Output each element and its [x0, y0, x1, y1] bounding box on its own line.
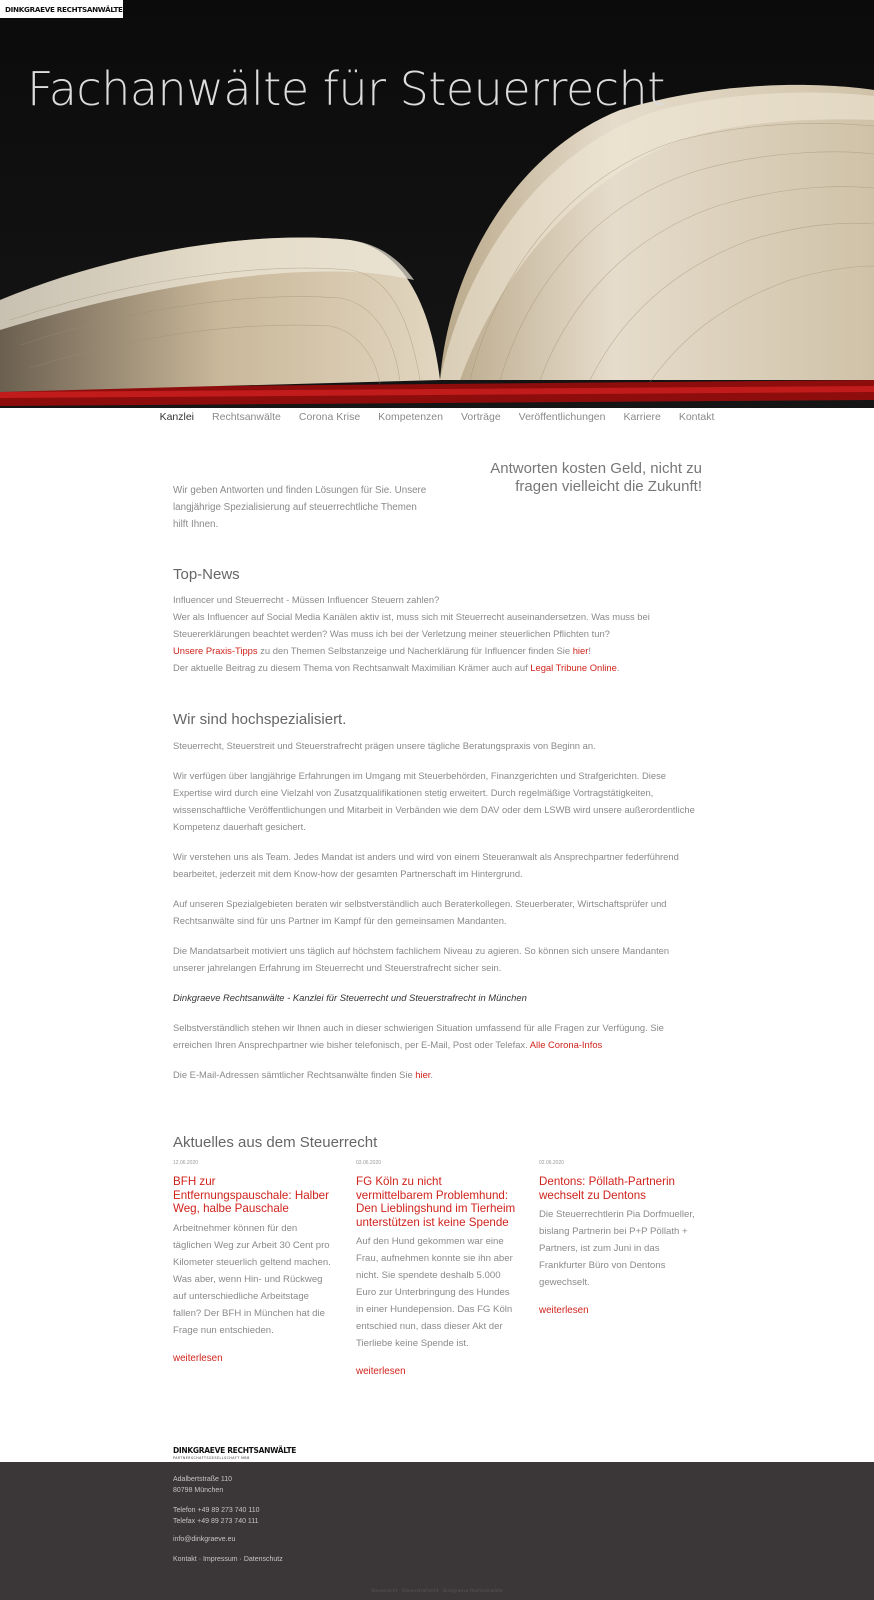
- top-news-body: [173, 591, 701, 676]
- nav-item-vortraege[interactable]: Vorträge: [460, 411, 501, 423]
- read-more-link[interactable]: weiterlesen: [539, 1305, 589, 1316]
- footer-bottom-text: Steuerrecht · Steuerstrafrecht · Dinkgraeve Rechtsanwälte: [371, 1589, 503, 1594]
- nav-item-corona-krise[interactable]: Corona Krise: [298, 411, 361, 423]
- footer-link-datenschutz[interactable]: Datenschutz: [243, 1556, 283, 1563]
- punctuation: !: [588, 645, 591, 656]
- article-title-link[interactable]: BFH zur Entfernungspauschale: Halber Weg, halbe Pauschale: [173, 1175, 329, 1215]
- footer-separator: ·: [237, 1556, 244, 1563]
- nav-item-karriere[interactable]: Karriere: [623, 411, 661, 423]
- article-date: 02.06.2020: [539, 1160, 565, 1166]
- footer-separator: ·: [196, 1556, 203, 1563]
- footer-email[interactable]: info@dinkgraeve.eu: [173, 1536, 236, 1543]
- article-teaser: Die Steuerrechtlerin Pia Dorfmueller, bislang Partnerin bei P+P Pöllath + Partners, ist zum Juni in das Frankfurter Büro von Dentons gewechselt.: [539, 1209, 695, 1288]
- corona-text: Selbstverständlich stehen wir Ihnen auch in dieser schwierigen Situation umfassend für alle Fragen zur Verfügung. Sie erreichen Ihren Ansprechpartner wie bisher telefonisch, per E-Mail, Post oder Telefax.: [173, 1022, 664, 1050]
- specialized-p4: Auf unseren Spezialgebieten beraten wir selbstverständlich auch Beraterkollegen. Steuerberater, Wirtschaftsprüfer und Rechtsanwälte sind für uns Partner im Kampf für den gemeinsamen Mandanten.: [173, 898, 667, 926]
- specialized-p2: Wir verfügen über langjährige Erfahrungen im Umgang mit Steuerbehörden, Finanzgerichten und Strafgerichten. Diese Expertise wird durch eine Vielzahl von Zusatzqualifikationen stetig erweitert. Durch regelmäßige Vortragstätigkeiten, wissenschaftliche Veröffentlichungen und Mitarbeit in Verbänden wie dem DAV oder dem LSWB wird unsere außerordentliche Kompetenz dauerhaft gesichert.: [173, 770, 695, 832]
- nav-item-kompetenzen[interactable]: Kompetenzen: [378, 411, 443, 423]
- read-more-link[interactable]: weiterlesen: [356, 1366, 406, 1377]
- top-news-line2: Wer als Influencer auf Social Media Kanälen aktiv ist, muss sich mit Steuerrecht auseinandersetzen. Was muss bei Steuererklärungen beachtet werden? Was muss ich bei der Verletzung meiner steuerlichen Pflichten tun?: [173, 611, 650, 639]
- footer-link-impressum[interactable]: Impressum: [202, 1556, 238, 1563]
- site-logo[interactable]: [0, 0, 123, 18]
- email-text: Die E-Mail-Adressen sämtlicher Rechtsanwälte finden Sie: [173, 1069, 416, 1080]
- specialized-p1: Steuerrecht, Steuerstreit und Steuerstrafrecht prägen unsere tägliche Beratungspraxis von Beginn an.: [173, 740, 596, 751]
- intro-text: Wir geben Antworten und finden Lösungen für Sie. Unsere langjährige Spezialisierung auf steuerrechtliche Themen hilft Ihnen.: [173, 485, 427, 530]
- hero-title: Fachanwälte für Steuerrecht: [27, 62, 665, 116]
- specialized-p7: [173, 1019, 701, 1053]
- news-article: [173, 1160, 335, 1377]
- news-heading-wrap: [173, 1134, 701, 1151]
- top-news-line1: Influencer und Steuerrecht - Müssen Influencer Steuern zahlen?: [173, 594, 440, 605]
- nav-item-kontakt[interactable]: Kontakt: [678, 411, 715, 423]
- main-navigation: [0, 411, 874, 423]
- article-teaser: Auf den Hund gekommen war eine Frau, aufnehmen konnte sie ihn aber nicht. Sie spendete deshalb 5.000 Euro zur Unterbringung des Hundes in einer Hundepension. Das FG Köln entschied nun, dass dieser Akt der Tierliebe keine Spende ist.: [356, 1236, 513, 1349]
- article-date: 03.06.2020: [356, 1160, 382, 1166]
- specialized-heading: Wir sind hochspezialisiert.: [173, 711, 347, 728]
- corona-infos-link[interactable]: Alle Corona-Infos: [529, 1039, 603, 1050]
- article-title-link[interactable]: Dentons: Pöllath-Partnerin wechselt zu Dentons: [539, 1175, 675, 1202]
- top-news-line3: zu den Themen Selbstanzeige und Nacherklärung für Influencer finden Sie: [257, 645, 573, 656]
- nav-item-veroeffentlichungen[interactable]: Veröffentlichungen: [518, 411, 606, 423]
- intro-quote: Antworten kosten Geld, nicht zu fragen vielleicht die Zukunft!: [490, 460, 702, 495]
- article-title-link[interactable]: FG Köln zu nicht vermittelbarem Problemhund: Den Lieblingshund im Tierheim unterstützen ist keine Spende: [356, 1175, 516, 1229]
- specialized-tagline: Dinkgraeve Rechtsanwälte - Kanzlei für Steuerrecht und Steuerstrafrecht in München: [173, 992, 527, 1003]
- footer-logo-text: DINKGRAEVE RECHTSANWÄLTE: [173, 1446, 297, 1455]
- footer-link-kontakt[interactable]: Kontakt: [173, 1556, 197, 1563]
- read-more-link[interactable]: weiterlesen: [173, 1352, 223, 1364]
- footer-phone[interactable]: Telefon +49 89 273 740 110: [173, 1507, 260, 1514]
- nav-item-rechtsanwaelte[interactable]: Rechtsanwälte: [212, 411, 281, 423]
- footer-logo-subtitle: PARTNERSCHAFTSGESELLSCHAFT MBB: [173, 1456, 250, 1460]
- email-list-link[interactable]: hier: [415, 1069, 431, 1080]
- hero-banner: [0, 0, 874, 408]
- punctuation: .: [430, 1069, 434, 1080]
- nav-item-kanzlei[interactable]: Kanzlei: [159, 411, 195, 423]
- praxis-tipps-link[interactable]: Unsere Praxis-Tipps: [173, 645, 258, 656]
- specialized-p3: Wir verstehen uns als Team. Jedes Mandat ist anders und wird von einem Steueranwalt als Ansprechpartner federführend bearbeitet, jederzeit mit dem Know-how der gesamten Partnerschaft im Hintergrund.: [173, 851, 679, 879]
- footer-links: [173, 1554, 283, 1565]
- specialized-p8: [173, 1066, 701, 1083]
- top-news-line4: Der aktuelle Beitrag zu diesem Thema von Rechtsanwalt Maximilian Krämer auch auf: [173, 662, 531, 673]
- top-news-heading: Top-News: [173, 566, 240, 583]
- legal-tribune-link[interactable]: Legal Tribune Online: [530, 662, 617, 673]
- top-news-section: [173, 566, 701, 676]
- specialized-section: [173, 711, 701, 1083]
- footer-street: Adalbertstraße 110: [173, 1476, 233, 1483]
- news-heading: Aktuelles aus dem Steuerrecht: [173, 1134, 378, 1151]
- footer-logo[interactable]: [173, 1446, 296, 1460]
- article-date: 12.06.2020: [173, 1160, 199, 1166]
- news-article: [539, 1160, 701, 1377]
- article-teaser: Arbeitnehmer können für den täglichen Weg zur Arbeit 30 Cent pro Kilometer steuerlich geltend machen. Was aber, wenn Hin- und Rückweg auf unterschiedliche Arbeitstage fallen? Der BFH in München hat die Frage nun entschieden.: [173, 1222, 331, 1336]
- news-article: [356, 1160, 518, 1377]
- footer-city: 80798 München: [173, 1487, 224, 1494]
- news-columns: [173, 1160, 713, 1377]
- footer: [0, 1462, 874, 1600]
- hier-link[interactable]: hier: [572, 645, 589, 656]
- footer-contact: [173, 1505, 259, 1527]
- punctuation: .: [616, 662, 620, 673]
- logo-text: DINKGRAEVE RECHTSANWÄLTE: [5, 4, 123, 14]
- footer-fax: Telefax +49 89 273 740 111: [173, 1518, 259, 1525]
- specialized-p5: Die Mandatsarbeit motiviert uns täglich auf höchstem fachlichem Niveau zu agieren. So können sich unsere Mandanten unserer jahrelangen Erfahrung im Steuerrecht und Steuerstrafrecht sicher sein.: [173, 945, 670, 973]
- footer-address: [173, 1474, 232, 1496]
